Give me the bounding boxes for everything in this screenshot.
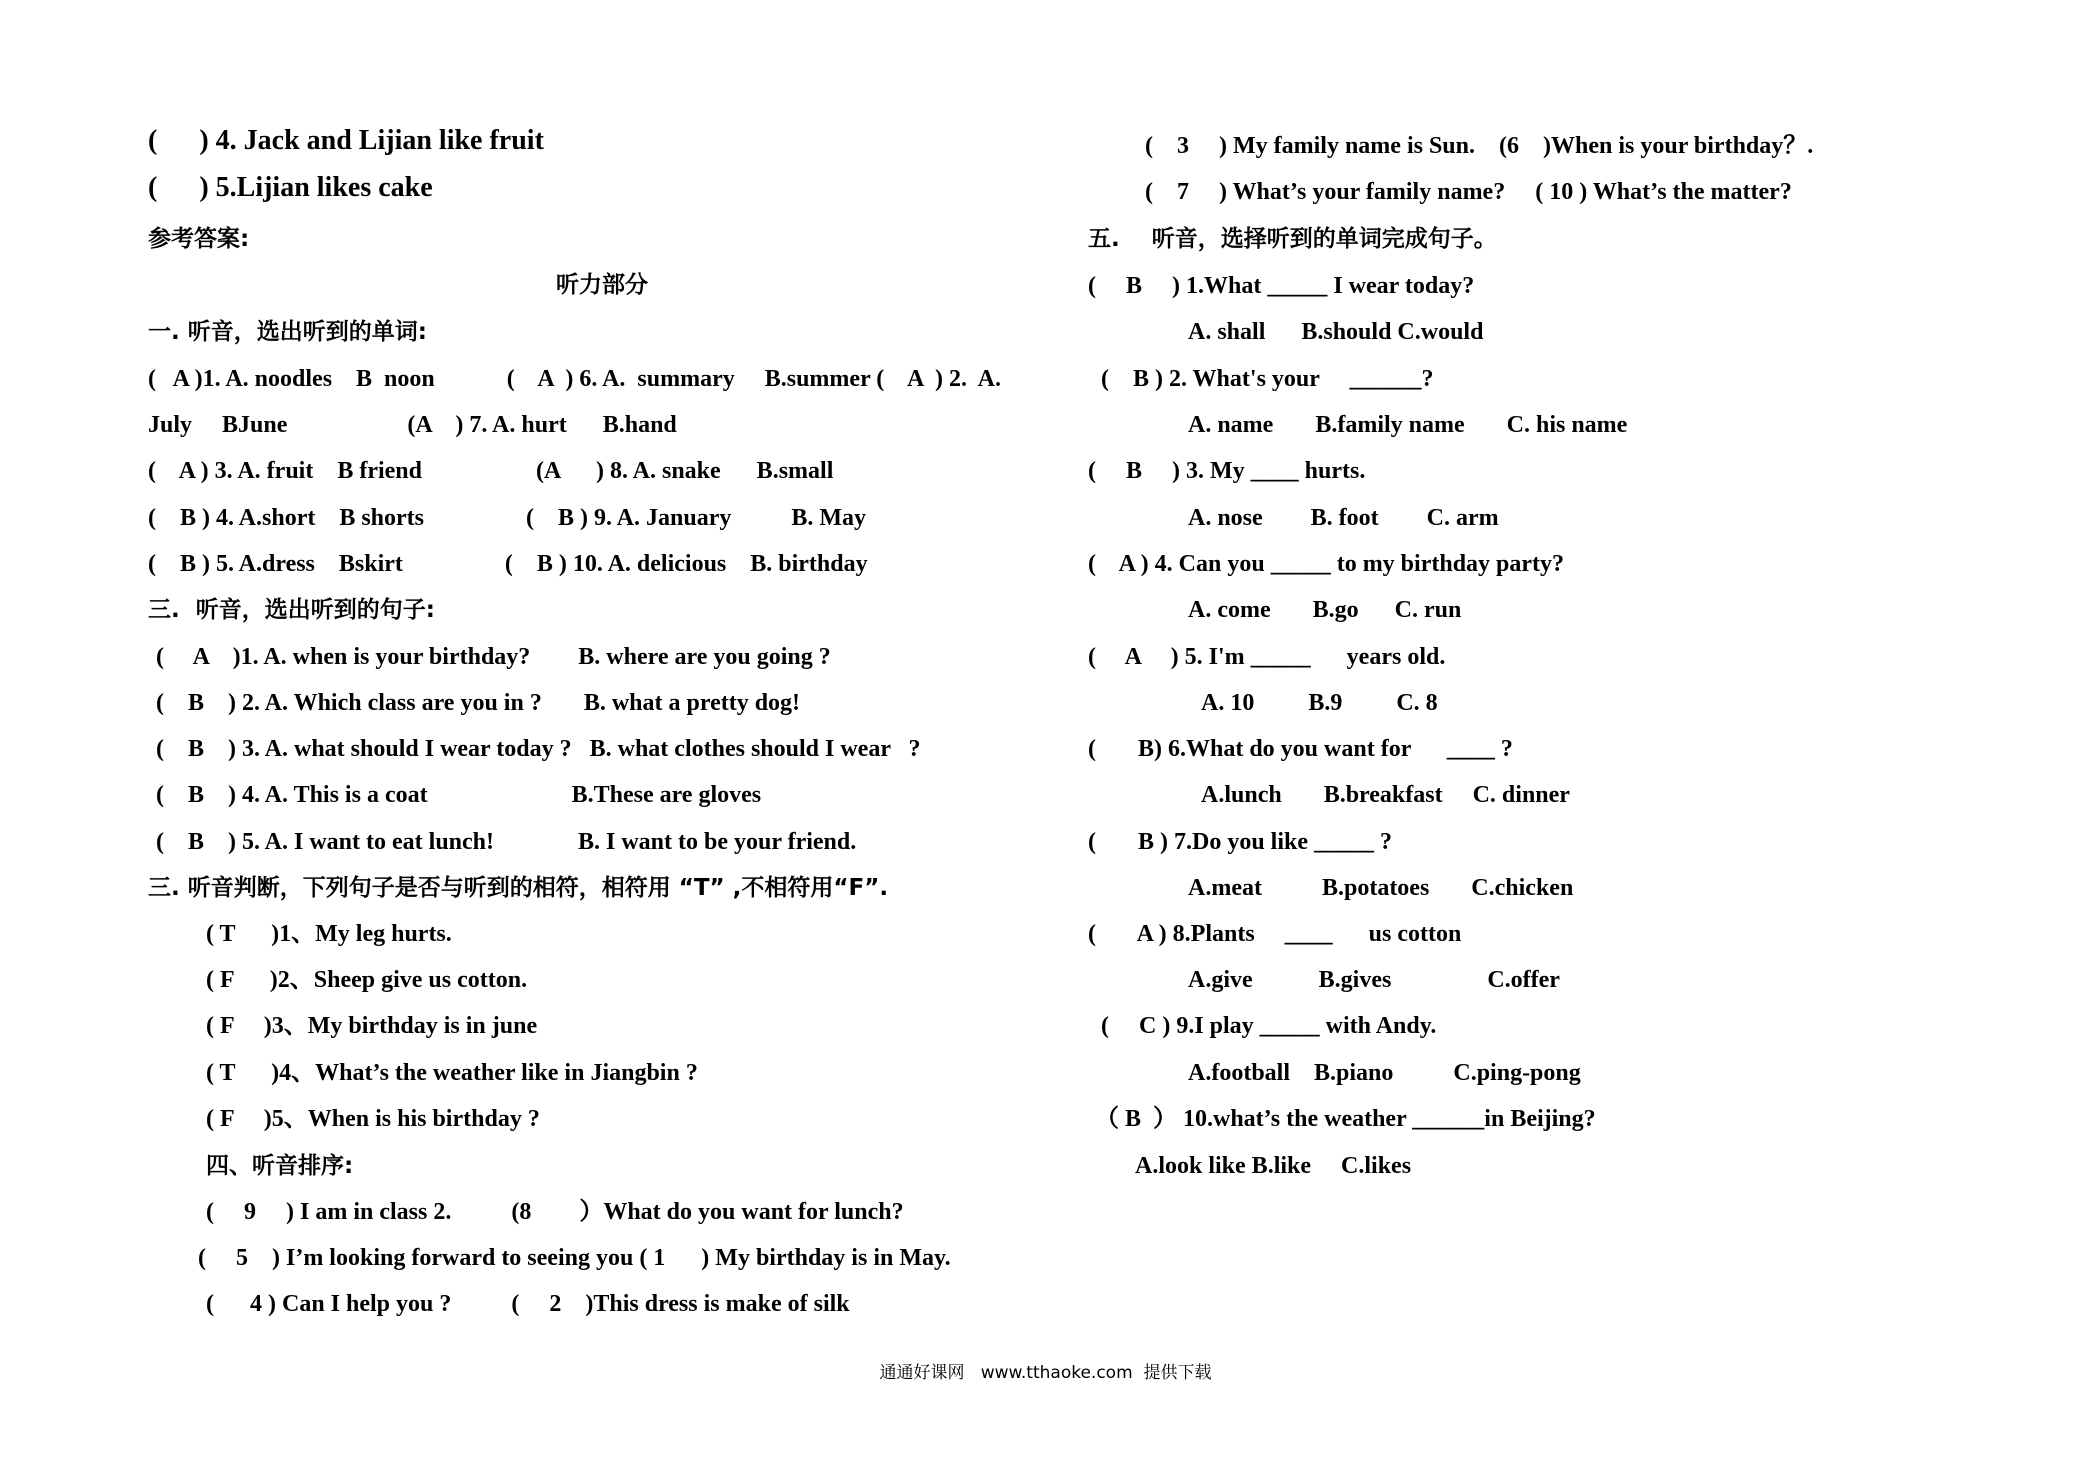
left-column-line: ( ) 5.Lijian likes cake bbox=[148, 172, 433, 203]
left-column-line: ( A )1. A. when is your birthday? B. where are you going ? bbox=[156, 644, 831, 670]
left-column-line: ( 4 ) Can I help you ? ( 2 )This dress is make of silk bbox=[206, 1291, 850, 1317]
right-column-line: ( A ) 8.Plants ____ us cotton bbox=[1088, 921, 1462, 947]
left-column-line: 听力部分 bbox=[556, 272, 648, 298]
left-column-line: 一. 听音，选出听到的单词: bbox=[148, 319, 427, 345]
right-column-line: ( 7 ) What’s your family name? ( 10 ) What’s the matter? bbox=[1145, 179, 1792, 205]
right-column-line: A.meat B.potatoes C.chicken bbox=[1188, 875, 1574, 901]
left-column-line: ( B ) 5. A.dress Bskirt ( B ) 10. A. delicious B. birthday bbox=[148, 551, 868, 577]
right-column-line: A.give B.gives C.offer bbox=[1188, 967, 1560, 993]
left-column-line: ( 9 ) I am in class 2. (8 ）What do you want for lunch? bbox=[206, 1199, 904, 1225]
left-column-line: ( A ) 3. A. fruit B friend (A ) 8. A. snake B.small bbox=[148, 458, 834, 484]
right-column-line: A. shall B.should C.would bbox=[1188, 319, 1484, 345]
right-column-line: A. 10 B.9 C. 8 bbox=[1201, 690, 1438, 716]
footer-credit: 通通好课网 www.tthaoke.com 提供下载 bbox=[879, 1363, 1212, 1383]
left-column-line: ( B ) 3. A. what should I wear today ? B. what clothes should I wear ? bbox=[156, 736, 921, 762]
left-column-line: ( F )5、When is his birthday ? bbox=[206, 1106, 540, 1132]
right-column-line: ( B ) 2. What's your ______? bbox=[1101, 366, 1434, 392]
right-column-line: ( A ) 5. I'm _____ years old. bbox=[1088, 644, 1446, 670]
right-column-line: ( C ) 9.I play _____ with Andy. bbox=[1101, 1013, 1437, 1039]
left-column-line: ( B ) 2. A. Which class are you in ? B. what a pretty dog! bbox=[156, 690, 801, 716]
left-column-line: 参考答案: bbox=[148, 226, 250, 252]
right-column-line: ( B ) 1.What _____ I wear today? bbox=[1088, 273, 1475, 299]
left-column-line: ( F )3、My birthday is in june bbox=[206, 1013, 538, 1039]
left-column-line: ( B ) 4. A.short B shorts ( B ) 9. A. January B. May bbox=[148, 505, 867, 531]
right-column-line: A. name B.family name C. his name bbox=[1188, 412, 1628, 438]
left-column-line: ( T )1、My leg hurts. bbox=[206, 921, 452, 947]
right-column-line: A.lunch B.breakfast C. dinner bbox=[1201, 782, 1570, 808]
right-column-line: ( B ) 3. My ____ hurts. bbox=[1088, 458, 1366, 484]
left-column-line: 三. 听音，选出听到的句子: bbox=[148, 597, 435, 623]
left-column-line: 三. 听音判断，下列句子是否与听到的相符，相符用 “T” ,不相符用“F”. bbox=[148, 875, 889, 901]
left-column-line: ( A )1. A. noodles B noon ( A ) 6. A. summary B.summer ( A ) 2. A. bbox=[148, 366, 1001, 392]
right-column-line: A. come B.go C. run bbox=[1188, 597, 1462, 623]
right-column-line: 五. 听音，选择听到的单词完成句子。 bbox=[1088, 226, 1497, 252]
left-column-line: July BJune (A ) 7. A. hurt B.hand bbox=[148, 412, 677, 438]
left-column-line: 四、听音排序: bbox=[206, 1153, 354, 1179]
left-column-line: ( B ) 5. A. I want to eat lunch! B. I want to be your friend. bbox=[156, 829, 857, 855]
right-column-line: （ B ） 10.what’s the weather ______in Beijing? bbox=[1095, 1106, 1596, 1132]
left-column-line: ( ) 4. Jack and Lijian like fruit bbox=[148, 125, 544, 156]
right-column-line: A. nose B. foot C. arm bbox=[1188, 505, 1499, 531]
right-column-line: ( B ) 7.Do you like _____ ? bbox=[1088, 829, 1393, 855]
right-column-line: ( A ) 4. Can you _____ to my birthday party? bbox=[1088, 551, 1565, 577]
left-column-line: ( 5 ) I’m looking forward to seeing you ( 1 ) My birthday is in May. bbox=[198, 1245, 951, 1271]
left-column-line: ( F )2、Sheep give us cotton. bbox=[206, 967, 528, 993]
left-column-line: ( T )4、What’s the weather like in Jiangbin ? bbox=[206, 1060, 698, 1086]
right-column-line: ( B) 6.What do you want for ____ ? bbox=[1088, 736, 1513, 762]
right-column-line: A.football B.piano C.ping-pong bbox=[1188, 1060, 1581, 1086]
right-column-line: ( 3 ) My family name is Sun. (6 )When is your birthday？. bbox=[1145, 133, 1814, 159]
right-column-line: A.look like B.like C.likes bbox=[1135, 1153, 1412, 1179]
left-column-line: ( B ) 4. A. This is a coat B.These are gloves bbox=[156, 782, 762, 808]
